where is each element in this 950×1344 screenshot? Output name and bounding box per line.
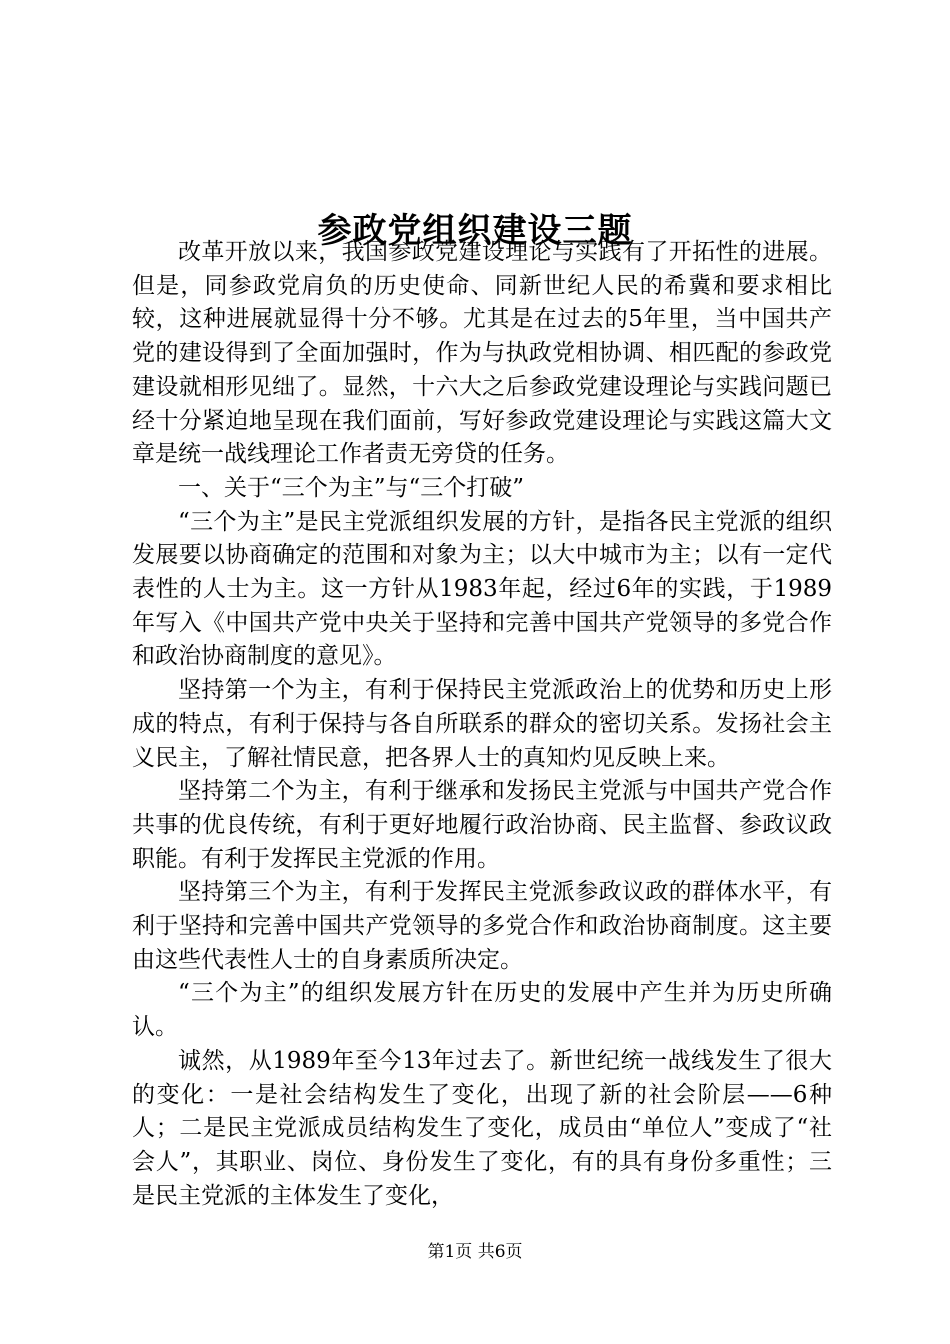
paragraph-first-principle: 坚持第一个为主，有利于保持民主党派政治上的优势和历史上形成的特点，有利于保持与各自所联系的群众的密切关系。发扬社会主义民主，了解社情民意，把各界人士的真知灼见反映上来。 [132,677,832,771]
paragraph-changes: 诚然，从1989年至今13年过去了。新世纪统一战线发生了很大的变化：一是社会结构发生了变化，出现了新的社会阶层——6种人；二是民主党派成员结构发生了变化，成员由“单位人”变成了“社会人”，其职业、岗位、身份发生了变化，有的具有身份多重性；三是民主党派的主体发生了变化， [132,1047,832,1209]
page-number-footer: 第1页 共6页 [427,1242,523,1262]
document-body [132,236,832,1213]
paragraph-second-principle: 坚持第二个为主，有利于继承和发扬民主党派与中国共产党合作共事的优良传统，有利于更好地履行政治协商、民主监督、参政议政职能。有利于发挥民主党派的作用。 [132,778,832,872]
paragraph-history: “三个为主”的组织发展方针在历史的发展中产生并为历史所确认。 [132,980,832,1041]
paragraph-three-principles: “三个为主”是民主党派组织发展的方针，是指各民主党派的组织发展要以协商确定的范围和对象为主；以大中城市为主；以有一定代表性的人士为主。这一方针从1983年起，经过6年的实践，于1989年写入《中国共产党中央关于坚持和完善中国共产党领导的多党合作和政治协商制度的意见》。 [132,508,832,670]
paragraph-intro: 改革开放以来，我国参政党建设理论与实践有了开拓性的进展。但是，同参政党肩负的历史使命、同新世纪人民的希冀和要求相比较，这种进展就显得十分不够。尤其是在过去的5年里，当中国共产党的建设得到了全面加强时，作为与执政党相协调、相匹配的参政党建设就相形见绌了。显然，十六大之后参政党建设理论与实践问题已经十分紧迫地呈现在我们面前，写好参政党建设理论与实践这篇大文章是统一战线理论工作者责无旁贷的任务。 [132,239,832,468]
section-heading: 一、关于“三个为主”与“三个打破” [178,474,525,501]
document-title: 参政党组织建设三题 [317,210,633,251]
paragraph-third-principle: 坚持第三个为主，有利于发挥民主党派参政议政的群体水平，有利于坚持和完善中国共产党领导的多党合作和政治协商制度。这主要由这些代表性人士的自身素质所决定。 [132,879,832,973]
